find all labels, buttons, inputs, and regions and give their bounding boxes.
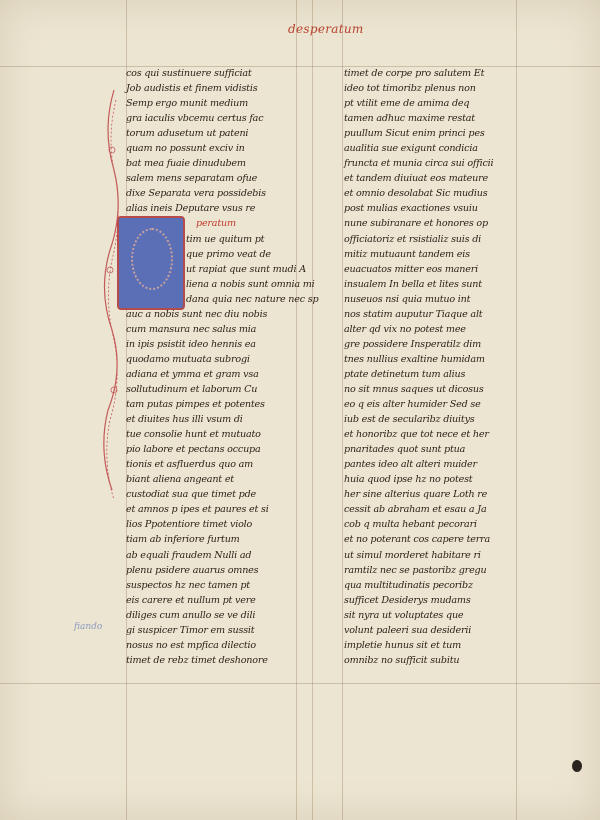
text-line: auc a nobis sunt nec diu nobis — [126, 308, 268, 320]
text-line: tim ue quitum pt — [186, 233, 265, 245]
text-line: omnibz no sufficit subitu — [344, 654, 460, 666]
text-line: ut rapiat que sunt mudi A — [186, 263, 306, 275]
ink-stain — [572, 760, 582, 772]
text-line: dixe Separata vera possidebis — [126, 188, 266, 200]
text-line: bat mea fuaie dinudubem — [126, 158, 246, 170]
text-line: post mulias exactiones vsuiu — [344, 203, 478, 215]
text-line: liena a nobis sunt omnia mi — [186, 278, 315, 290]
text-line: iub est de secularibz diuitys — [344, 414, 475, 426]
text-line: pt vtilit eme de amima deq — [344, 98, 470, 110]
text-line: salem mens separatam ofue — [126, 173, 258, 185]
text-line: gi suspicer Timor em sussit — [126, 624, 255, 636]
text-line: sufficet Desiderys mudams — [344, 594, 471, 606]
text-line: ideo tot timoribz plenus non — [344, 83, 476, 95]
rubric-line — [126, 201, 294, 216]
text-line: tiam ab inferiore furtum — [126, 534, 240, 546]
left-column — [126, 66, 319, 668]
text-line: eis carere et nullum pt vere — [126, 594, 256, 606]
text-line: tue consolie hunt et mutuato — [126, 429, 261, 441]
text-line: plenu psidere auarus omnes — [126, 564, 259, 576]
text-line: cos qui sustinuere sufficiat — [126, 68, 252, 79]
text-line: dana quia nec nature nec sp — [186, 293, 319, 305]
text-line: et no poterant cos capere terra — [344, 534, 490, 546]
text-line: cum mansura nec salus mia — [126, 323, 257, 335]
text-line: lios Ppotentiore timet violo — [126, 519, 253, 531]
text-line: custodiat sua que timet pde — [126, 489, 257, 501]
ruling-line — [516, 0, 517, 820]
text-line: tamen adhuc maxime restat — [344, 113, 475, 125]
text-line: insualem In bella et lites sunt — [344, 278, 482, 290]
text-line: gre possidere Insperatilz dim — [344, 338, 482, 350]
text-line: her sine alterius quare Loth re — [344, 489, 488, 501]
text-line: nuseuos nsi quia mutuo int — [344, 293, 471, 305]
text-line: officiatoriz et rsistializ suis di — [344, 233, 482, 245]
text-line: in ipis psistit ideo hennis ea — [126, 338, 256, 350]
text-line: ut simul morderet habitare ri — [344, 549, 481, 561]
text-line: aualitia sue exigunt condicia — [344, 143, 478, 155]
text-line: nune subiranare et honores op — [344, 218, 488, 230]
text-line: ptate detinetum tum alius — [344, 368, 466, 380]
right-column — [344, 66, 512, 668]
text-line: gra iaculis vbcemu certus fac — [126, 113, 264, 125]
text-line: puullum Sicut enim princi pes — [344, 128, 485, 140]
rubric-text: peratum — [196, 218, 236, 230]
text-line: quodamo mutuata subrogi — [126, 353, 250, 365]
text-line: euacuatos mitter eos maneri — [344, 263, 478, 275]
text-line: qua multitudinatis pecoribz — [344, 579, 473, 591]
text-line: quam no possunt exciv in — [126, 143, 245, 155]
text-line: Semp ergo munit medium — [126, 98, 249, 110]
text-line: cob q multa hebant pecorari — [344, 519, 477, 531]
text-line: pio labore et pectans occupa — [126, 444, 261, 456]
text-line: tionis et asfluerdus quo am — [126, 459, 254, 471]
text-line: et omnio desolabat Sic mudius — [344, 188, 488, 200]
text-line: impletie hunus sit et tum — [344, 639, 462, 651]
text-line: mitiz mutuaunt tandem eis — [344, 248, 470, 260]
text-line: ramtilz nec se pastoribz gregu — [344, 564, 487, 576]
text-line: et diuites hus illi vsum di — [126, 414, 243, 426]
text-line: adiana et ymma et gram vsa — [126, 368, 259, 380]
text-line: diliges cum anullo se ve dili — [126, 609, 256, 621]
text-line: no sit mnus saques ut dicosus — [344, 383, 484, 395]
text-line: nos statim auputur Tiaque alt — [344, 308, 483, 320]
text-line: pantes ideo alt alteri muider — [344, 459, 477, 471]
ruling-line — [0, 683, 600, 684]
ruling-line — [312, 0, 313, 820]
text-line: pnaritades quot sunt ptua — [344, 444, 466, 456]
text-line: volunt paleeri sua desiderii — [344, 624, 472, 636]
text-line: tam putas pimpes et potentes — [126, 399, 265, 411]
text-line: eo q eis alter humider Sed se — [344, 399, 481, 411]
running-title: desperatum — [288, 22, 364, 36]
text-line: Job audistis et finem vidistis — [126, 83, 258, 95]
text-line: torum adusetum ut pateni — [126, 128, 249, 140]
ruling-line — [342, 0, 343, 820]
ruling-line — [296, 0, 297, 820]
text-line: tnes nullius exaltine humidam — [344, 353, 485, 365]
text-line: sollutudinum et laborum Cu — [126, 383, 258, 395]
text-line: sit nyra ut voluptates que — [344, 609, 464, 621]
text-line: huia quod ipse hz no potest — [344, 474, 473, 486]
text-line: alias ineis Deputare vsus re — [126, 203, 256, 215]
margin-note: fiando — [74, 622, 103, 632]
text-line: cessit ab abraham et esau a Ja — [344, 504, 487, 516]
text-line: que primo veat de — [186, 248, 271, 260]
text-line: ab equali fraudem Nulli ad — [126, 549, 252, 561]
text-line: biant aliena angeant et — [126, 474, 234, 486]
text-line: timet de corpe pro salutem Et — [344, 68, 485, 79]
text-line: et tandem diuiuat eos mateure — [344, 173, 488, 185]
text-line: et amnos p ipes et paures et si — [126, 504, 269, 516]
text-line: et honoribz que tot nece et her — [344, 429, 489, 441]
rubric-line — [126, 216, 294, 231]
text-line: timet de rebz timet deshonore — [126, 654, 268, 666]
text-line: alter qd vix no potest mee — [344, 323, 466, 335]
text-line: suspectos hz nec tamen pt — [126, 579, 250, 591]
text-line: nosus no est mpfica dilectio — [126, 639, 256, 651]
text-line: fruncta et munia circa sui officii — [344, 158, 494, 170]
